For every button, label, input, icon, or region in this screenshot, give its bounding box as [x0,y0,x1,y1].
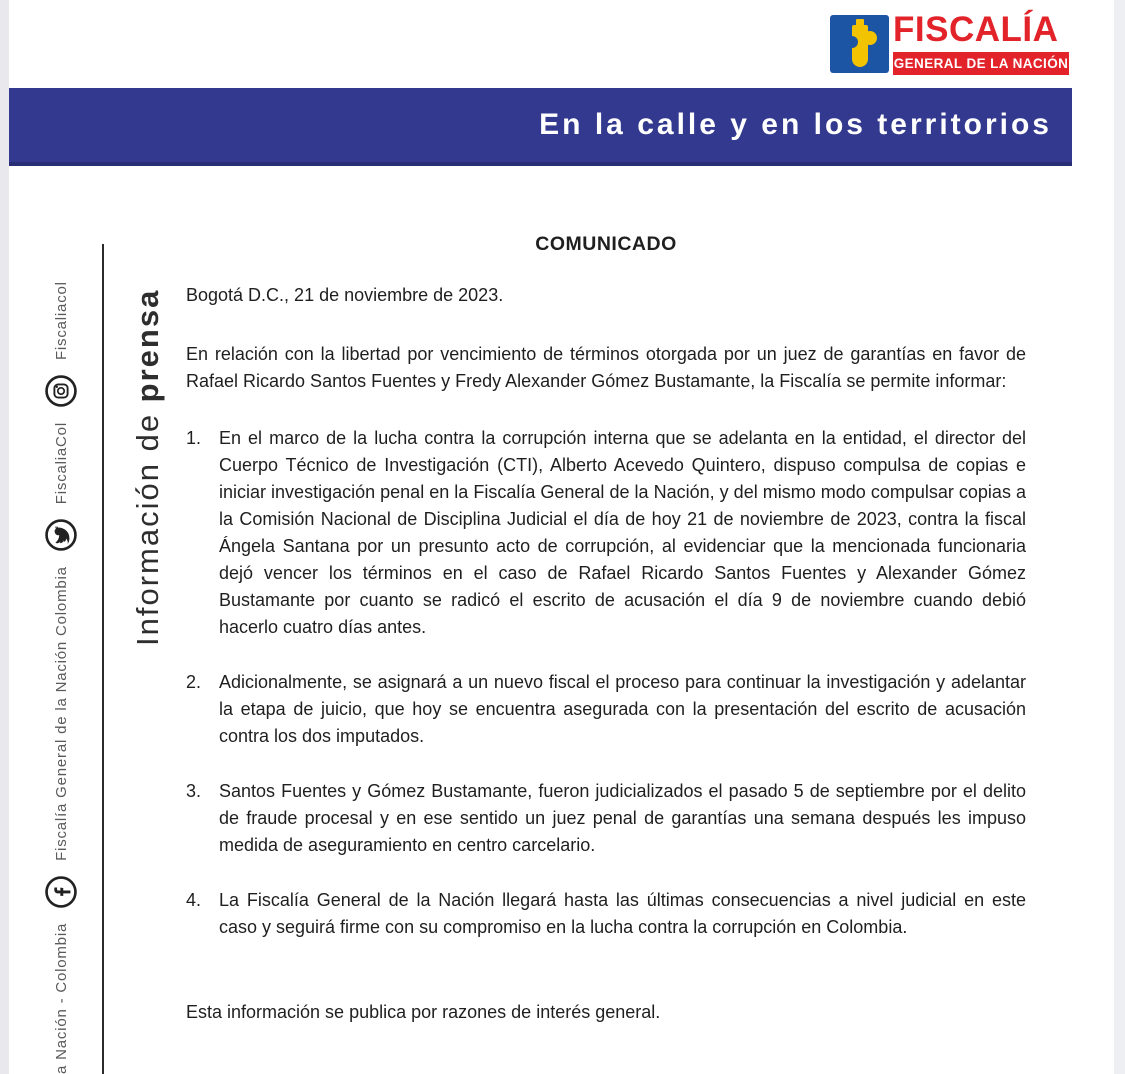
list-item-text: Santos Fuentes y Gómez Bustamante, fueron judicializados el pasado 5 de septiembre por el delito de fraude procesal y en ese sentido un juez penal de garantías una semana después les impuso medida de aseguramiento en centro carcelario. [219,781,1026,855]
social-sidebar [38,0,84,1074]
brand-subtitle: GENERAL DE LA NACIÓN [893,52,1069,75]
list-item-text: La Fiscalía General de la Nación llegará hasta las últimas consecuencias a nivel judicial en este caso y seguirá firme con su compromiso en la lucha contra la corrupción en Colombia. [219,890,1026,937]
numbered-list [186,425,1026,941]
fiscalia-logo [828,10,1074,84]
list-item [186,669,1026,750]
list-item [186,887,1026,941]
twitter-icon [44,518,78,552]
list-item-number: 3. [186,781,202,801]
scan-edge-right [1114,0,1125,1074]
list-item-number: 1. [186,428,202,448]
social-handle-instagram: Fiscaliacol [52,281,70,361]
document-title: COMUNICADO [535,233,677,255]
closing-statement: Esta información se publica por razones de interés general. [186,1002,661,1022]
social-handle-youtube-partial: a Nación - Colombia [52,922,70,1074]
sidebar-divider [102,244,104,1074]
social-handle-twitter: FiscaliaCol [52,422,70,505]
brand-name: FISCALÍA [893,10,1059,49]
instagram-icon [44,374,78,408]
list-item-number: 4. [186,890,202,910]
banner-slogan: En la calle y en los territorios [539,108,1052,141]
press-info-bold: prensa [130,288,165,403]
puzzle-piece-icon [830,15,889,73]
list-item-number: 2. [186,672,202,692]
press-info-label [130,289,166,646]
facebook-icon [44,875,78,909]
list-item [186,778,1026,859]
intro-paragraph: En relación con la libertad por vencimiento de términos otorgada por un juez de garantías en favor de Rafael Ricardo Santos Fuentes y Fredy Alexander Gómez Bustamante, la Fiscalía se permite informar: [186,344,1026,391]
list-item-text: Adicionalmente, se asignará a un nuevo fiscal el proceso para continuar la investigación y adelantar la etapa de juicio, que hoy se encuentra asegurada con la presentación del escrito de acusación contra los dos imputados. [219,672,1026,746]
press-info-sidebar [124,0,172,1074]
social-handle-facebook: Fiscalía General de la Nación Colombia [52,566,70,861]
document-body [186,232,1026,1026]
list-item [186,425,1026,641]
press-info-regular: Información de [130,402,165,646]
document-date: Bogotá D.C., 21 de noviembre de 2023. [186,285,504,305]
list-item-text: En el marco de la lucha contra la corrupción interna que se adelanta en la entidad, el director del Cuerpo Técnico de Investigación (CTI), Alberto Acevedo Quintero, dispuso compulsa de copias e iniciar investigación penal en la Fiscalía General de la Nación, y del mismo modo compulsar copias a la Comisión Nacional de Disciplina Judicial el día de hoy 21 de noviembre de 2023, contra la fiscal Ángela Santana por un presunto acto de corrupción, al evidenciar que la mencionada funcionaria dejó vencer los términos en el caso de Rafael Ricardo Santos Fuentes y Alexander Gómez Bustamante por cuanto se radicó el escrito de acusación el día 9 de noviembre cuando debió hacerlo cuatro días antes. [219,428,1026,637]
scan-edge-left [0,0,9,1074]
